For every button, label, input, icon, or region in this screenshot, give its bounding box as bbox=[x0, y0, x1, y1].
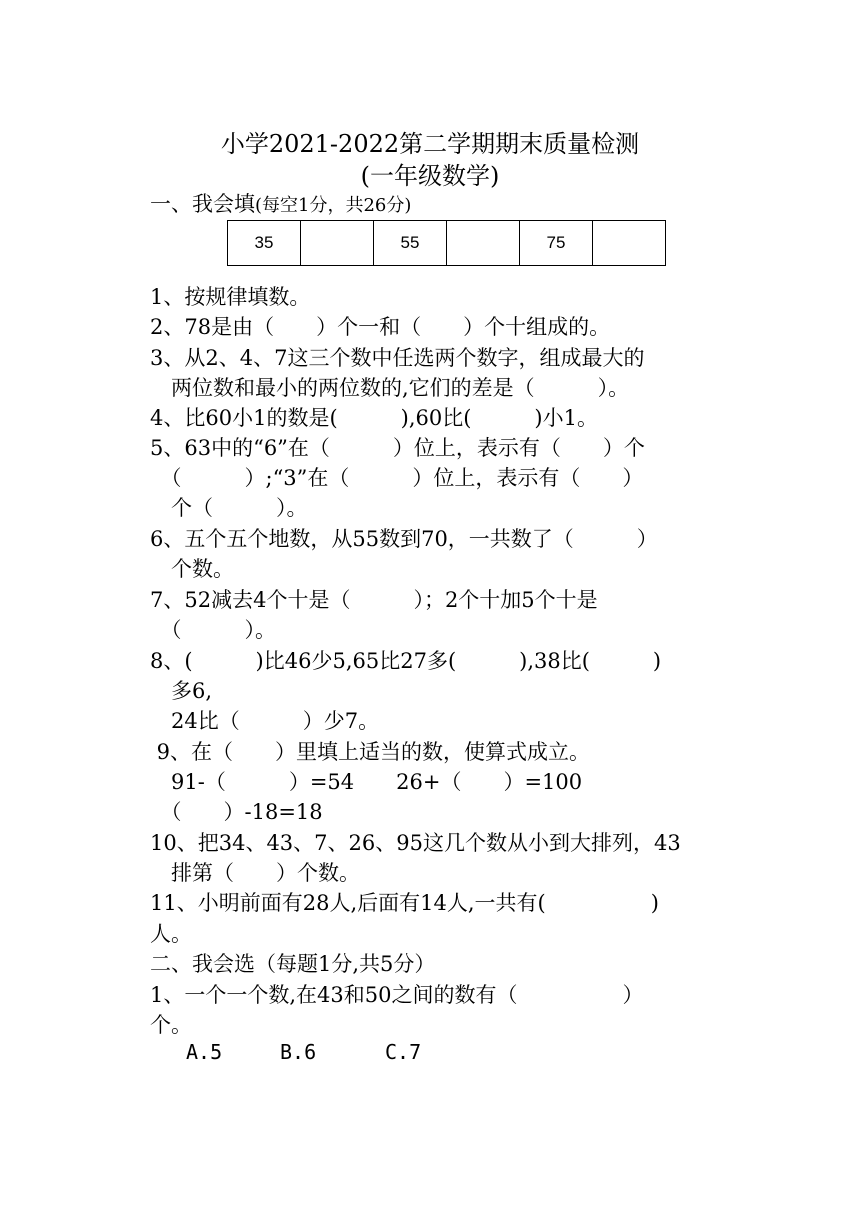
section1-score: (每空1分，共26分) bbox=[255, 195, 412, 216]
sequence-cell-blank[interactable] bbox=[447, 221, 520, 266]
page-title: 小学2021-2022第二学期期末质量检测 bbox=[220, 130, 640, 158]
question-line: 11、小明前面有28人,后面有14人,一共有( ) bbox=[150, 891, 659, 915]
question-line: （ ）-18=18 bbox=[150, 800, 323, 824]
question-line: 10、把34、43、7、26、95这几个数从小到大排列，43 bbox=[150, 831, 681, 855]
section1-title: 一、我会填 bbox=[150, 192, 255, 216]
page-subtitle: (一年级数学) bbox=[360, 162, 500, 190]
option-c[interactable]: C.7 bbox=[385, 1040, 422, 1064]
question-line: 8、( )比46少5,65比27多( ),38比( ) bbox=[150, 649, 662, 673]
question-line: 个（ ）。 bbox=[150, 496, 308, 520]
question-line: 7、52减去4个十是（ ）；2个十加5个十是 bbox=[150, 588, 598, 612]
section2-heading: 二、我会选（每题1分,共5分） bbox=[150, 952, 436, 976]
question-line: 91-（ ）=54 26+（ ）=100 bbox=[150, 770, 583, 794]
section1-heading bbox=[150, 189, 411, 221]
question-line: 1、一个一个数,在43和50之间的数有（ ） bbox=[150, 983, 644, 1007]
sequence-cell-blank[interactable] bbox=[593, 221, 666, 266]
question-line: 4、比60小1的数是( ),60比( )小1。 bbox=[150, 406, 598, 430]
question-line: 5、63中的“6”在（ ）位上，表示有（ ）个 bbox=[150, 436, 645, 460]
question-line: 排第（ ）个数。 bbox=[150, 861, 360, 885]
question-line: 个数。 bbox=[150, 557, 234, 581]
sequence-cell: 55 bbox=[374, 221, 447, 266]
question-line: 3、从2、4、7这三个数中任选两个数字，组成最大的 bbox=[150, 346, 645, 370]
question-line: 6、五个五个地数，从55数到70，一共数了（ ） bbox=[150, 527, 658, 551]
question-line: 9、在（ ）里填上适当的数，使算式成立。 bbox=[150, 740, 591, 764]
question-line: 多6, bbox=[150, 679, 213, 703]
option-b[interactable]: B.6 bbox=[280, 1040, 317, 1064]
sequence-cell-blank[interactable] bbox=[301, 221, 374, 266]
question-line: 两位数和最小的两位数的,它们的差是（ ）。 bbox=[150, 376, 630, 400]
question-line: 2、78是由（ ）个一和（ ）个十组成的。 bbox=[150, 315, 611, 339]
sequence-table bbox=[227, 220, 666, 266]
question-line: 1、按规律填数。 bbox=[150, 285, 311, 309]
question-line: （ ）。 bbox=[150, 618, 276, 642]
question-line: 24比（ ）少7。 bbox=[150, 709, 380, 733]
question-line: 人。 bbox=[150, 922, 192, 946]
sequence-cell: 75 bbox=[520, 221, 593, 266]
question-line: 个。 bbox=[150, 1013, 192, 1037]
sequence-cell: 35 bbox=[228, 221, 301, 266]
question-line: （ ）;“3”在（ ）位上，表示有（ ） bbox=[150, 466, 644, 490]
option-a[interactable]: A.5 bbox=[186, 1040, 223, 1064]
